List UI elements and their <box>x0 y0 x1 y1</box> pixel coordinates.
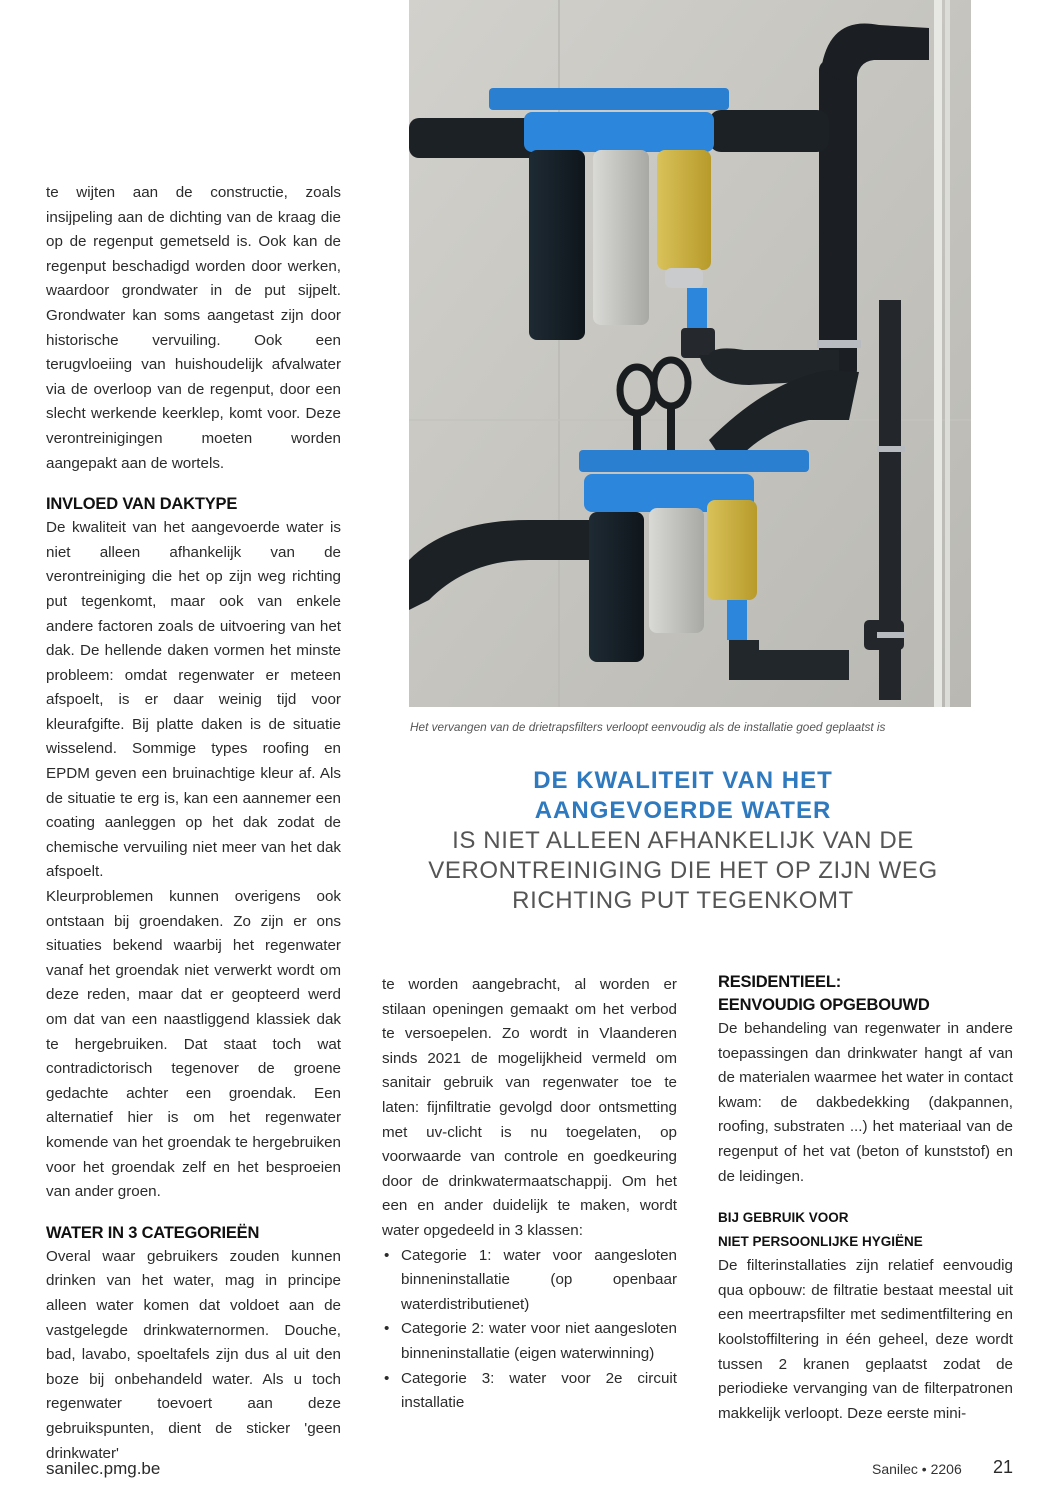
pull-quote-highlight-1: DE KWALITEIT VAN HET <box>533 767 833 794</box>
residentieel-paragraph-1: De behandeling van regenwater in andere toepassingen dan drinkwater hangt af van de materialen waarmee het water in contact kwam: de dakbedekking (dakpannen, roofing, substraten ...) het materiaal van de regenput of het vat (beton of kunststof) en de leidingen. <box>718 1020 1013 1185</box>
heading-residentieel-line-2: EENVOUDIG OPGEBOUWD <box>718 996 930 1014</box>
subheading-line-1: BIJ GEBRUIK VOOR <box>718 1210 849 1226</box>
footer-magazine-issue: Sanilec • 2206 <box>872 1461 962 1477</box>
filter-installation-illustration <box>409 0 971 707</box>
list-item: • Categorie 1: water voor aangesloten binneninstallatie (op openbaar waterdistributienet) <box>382 1244 677 1318</box>
pull-quote-line-1: IS NIET ALLEEN AFHANKELIJK VAN DE <box>452 827 914 854</box>
pull-quote-line-2: VERONTREINIGING DIE HET OP ZIJN WEG <box>428 857 938 884</box>
pull-quote <box>410 766 956 916</box>
subheading-line-2: NIET PERSOONLIJKE HYGIËNE <box>718 1234 923 1250</box>
pull-quote-line-3: RICHTING PUT TEGENKOMT <box>512 887 854 914</box>
article-column-left <box>46 181 341 1466</box>
pull-quote-highlight-2: AANGEVOERDE WATER <box>534 797 832 824</box>
heading-residentieel-line-1: RESIDENTIEEL: <box>718 973 841 991</box>
heading-daktype: INVLOED VAN DAKTYPE <box>46 495 238 514</box>
category-list <box>382 1244 677 1416</box>
list-item: • Categorie 2: water voor niet aangesloten binneninstallatie (eigen waterwinning) <box>382 1317 677 1366</box>
daktype-paragraph-2: Kleurproblemen kunnen overigens ook ontstaan bij groendaken. Zo zijn er ons situaties bekend waarbij het regenwater vanaf het groendak niet verwerkt wordt om deze reden, maar dat er geopteerd werd om dat van een naastliggend klassiek dak te hergebruiken. Dat staat toch wat contradictorisch tegenover de groene gedachte achter een groendak. Een alternatief hier is om het regenwater komende van het groendak te hergebruiken voor het groendak zelf en het besproeien van ander groen. <box>46 888 341 1201</box>
intro-paragraph: te wijten aan de constructie, zoals insijpeling aan de dichting van de kraag die op de regenput gemetseld is. Ook kan de regenput beschadigd worden door werken, waardoor grondwater in de put sijpelt. Grondwater kan soms aangetast zijn door historische vervuiling. Ook een terugvloeiing van huishoudelijk afvalwater via de overloop van de regenput, door een slecht werkende keerklep, komt voor. Deze verontreinigingen moeten worden aangepakt aan de wortels. <box>46 184 341 472</box>
article-column-middle <box>382 973 677 1416</box>
footer-website: sanilec.pmg.be <box>46 1459 161 1478</box>
list-item: • Categorie 3: water voor 2e circuit installatie <box>382 1367 677 1416</box>
article-column-right <box>718 971 1013 1426</box>
daktype-paragraph-1: De kwaliteit van het aangevoerde water is niet alleen afhankelijk van de verontreiniging die het op zijn weg richting put tegenkomt, maar ook van enkele andere factoren zoals de uitvoering van het dak. De hellende daken vormen het minste probleem: omdat regenwater er meteen afspoelt, is er daar weinig tijd voor kleurafgifte. Bij platte daken is de situatie wisselend. Sommige types roofing en EPDM geven een bruinachtige kleur af. Als de situatie te erg is, kan een aannemer een coating aanleggen op het dak zodat de chemische vervuiling niet meer van het dak afspoelt. <box>46 519 341 881</box>
photo-caption: Het vervangen van de drietrapsfilters verloopt eenvoudig als de installatie goed geplaatst is <box>410 720 886 734</box>
heading-categorieen: WATER IN 3 CATEGORIEËN <box>46 1223 260 1242</box>
filter-installation-photo <box>409 0 971 707</box>
hygiene-paragraph-1: De filterinstallaties zijn relatief eenvoudig qua opbouw: de filtratie bestaat meestal uit een meertrapsfilter met sedimentfiltering en koolstoffiltering in één geheel, deze wordt tussen 2 kranen geplaatst zodat de periodieke vervanging van de filterpatronen makkelijk verloopt. Deze eerste mini- <box>718 1257 1013 1422</box>
middle-paragraph-1: te worden aangebracht, al worden er stilaan openingen gemaakt om het verbod te versoepelen. Zo wordt in Vlaanderen sinds 2021 de mogelijkheid vermeld om sanitair gebruik van regenwater toe te laten: fijnfiltratie gevolgd door ontsmetting met uv-clicht is nu toegelaten, op voorwaarde van controle en goedkeuring door de drinkwatermaatschappij. Om het een en ander duidelijk te maken, wordt water opgedeeld in 3 klassen: <box>382 976 677 1239</box>
page-number: 21 <box>993 1457 1014 1477</box>
categorieen-paragraph-1: Overal waar gebruikers zouden kunnen drinken van het water, mag in principe alleen water komen dat voldoet aan de vastgelegde drinkwaternormen. Douche, bad, lavabo, spoeltafels zijn dus al uit den boze bij onbehandeld water. Als u toch regenwater toevoert aan deze gebruikspunten, dient de sticker 'geen drinkwater' <box>46 1247 341 1462</box>
